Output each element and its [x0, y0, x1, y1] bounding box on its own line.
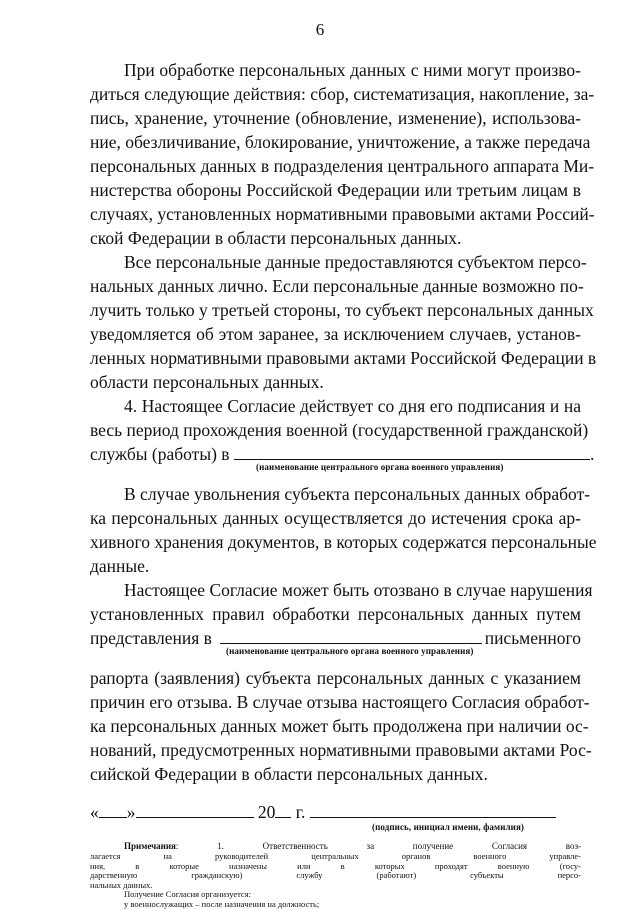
- text-line: лучить только у третьей стороны, то субъект персональных данных: [90, 300, 594, 320]
- text-line: ка персональных данных может быть продолжена при наличии ос-: [90, 716, 589, 736]
- notes-label: Примечания: [124, 841, 176, 851]
- line-suffix: письменного: [484, 628, 581, 648]
- blank-caption: (наименование центрального органа военного управления): [226, 646, 474, 656]
- authority-blank: [234, 442, 590, 460]
- notes-text-line: у военнослужащих – после назначения на должность;: [124, 898, 320, 909]
- signature-caption: (подпись, инициал имени, фамилия): [372, 822, 525, 832]
- text-line: пись, хранение, уточнение (обновление, изменение), использова-: [90, 108, 581, 128]
- text-line: В случае увольнения субъекта персональных данных обработ-: [124, 484, 591, 504]
- text-line: персональных данных в подразделения центрального аппарата Ми-: [90, 156, 595, 176]
- open-quote: «: [90, 802, 99, 822]
- text-line: 4. Настоящее Согласие действует со дня его подписания и на: [124, 396, 581, 416]
- text-line: Настоящее Согласие может быть отозвано в случае нарушения: [124, 580, 593, 600]
- text-line: области персональных данных.: [90, 372, 324, 392]
- notes-text-line: нальных данных.: [90, 879, 153, 890]
- notes-colon: :: [175, 841, 179, 851]
- text-line: сийской Федерации в области персональных данных.: [90, 764, 488, 784]
- notes-text-line: Получение Согласия организуется:: [124, 889, 251, 899]
- text-line: диться следующие действия: сбор, систематизация, накопление, за-: [90, 84, 595, 104]
- text-line: данные.: [90, 556, 150, 576]
- signature-blank: [310, 800, 556, 818]
- page-number: 6: [315, 20, 325, 39]
- notes-text-line: ния, в которые назначены или в которых проходят военную (госу-: [90, 860, 581, 871]
- text-line: хивного хранения документов, в которых содержатся персональные: [90, 532, 597, 552]
- text-line: уведомляется об этом заранее, за исключением случаев, установ-: [90, 324, 581, 344]
- text-line: При обработке персональных данных с ними могут произво-: [124, 60, 581, 80]
- text-line: ние, обезличивание, блокирование, уничтожение, а также передача: [90, 132, 591, 152]
- signature-line: [90, 800, 581, 824]
- text-line: установленных правил обработки персональных данных путем: [90, 604, 581, 624]
- text-line: ка персональных данных осуществляется до истечения срока ар-: [90, 508, 581, 528]
- notes-text-line: лагается на руководителей центральных органов военного управле-: [90, 851, 581, 861]
- text-line: Все персональные данные предоставляются субъектом персо-: [124, 252, 587, 272]
- notes-first-line: [124, 842, 581, 851]
- year-prefix: 20: [257, 802, 276, 822]
- text-line: ленных нормативными правовыми актами Российской Федерации в: [90, 348, 597, 368]
- text-line: причин его отзыва. В случае отзыва настоящего Согласия обработ-: [90, 692, 590, 712]
- line-suffix: .: [589, 444, 595, 464]
- text-line: случаях, установленных нормативными правовыми актами Россий-: [90, 204, 595, 224]
- authority-blank: [220, 626, 482, 644]
- year-blank: [275, 800, 291, 818]
- blank-caption: (наименование центрального органа военного управления): [256, 462, 504, 472]
- month-blank: [136, 800, 254, 818]
- text-line: нистерства обороны Российской Федерации или третьим лицам в: [90, 180, 581, 200]
- text-line: рапорта (заявления) субъекта персональных данных с указанием: [90, 668, 581, 688]
- close-quote: »: [126, 802, 136, 822]
- year-suffix: г.: [295, 802, 306, 822]
- text-line: ской Федерации в области персональных данных.: [90, 228, 462, 248]
- notes-text-line: дарственную гражданскую) службу (работают) субъекты персо-: [90, 870, 581, 880]
- line-prefix: службы (работы) в: [90, 444, 230, 464]
- notes-line1: 1. Ответственность за получение Согласия воз-: [178, 841, 581, 851]
- text-line: весь период прохождения военной (государственной гражданской): [90, 420, 589, 440]
- day-blank: [99, 800, 127, 818]
- text-line: нований, предусмотренных нормативными правовыми актами Рос-: [90, 740, 592, 760]
- text-line: нальных данных лично. Если персональные данные возможно по-: [90, 276, 584, 296]
- line-prefix: представления в: [90, 628, 212, 648]
